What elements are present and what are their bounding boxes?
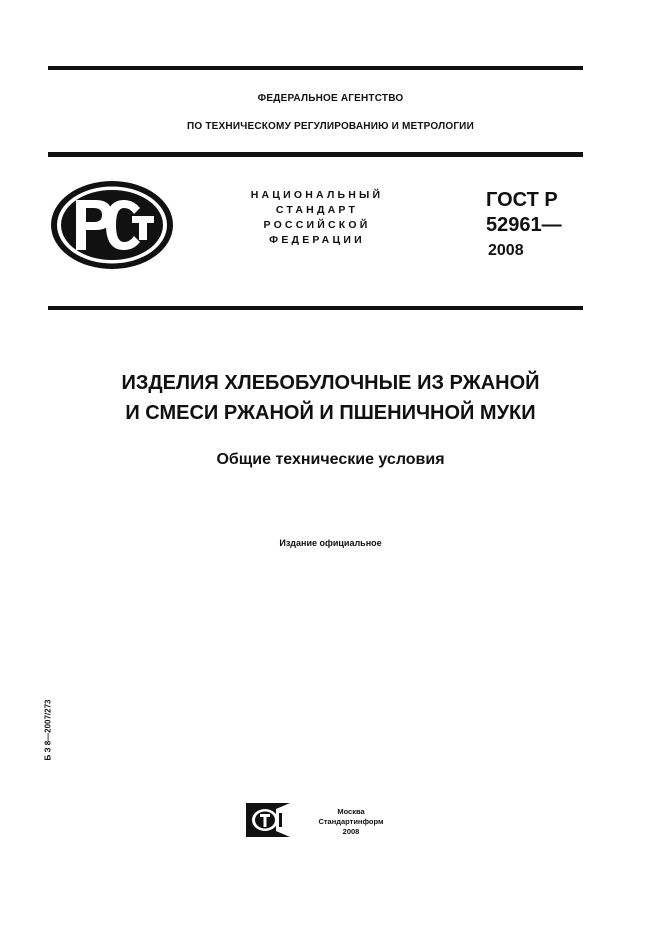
document-title bbox=[0, 368, 661, 428]
publisher-year: 2008 bbox=[342, 827, 360, 836]
gost-emblem-icon bbox=[48, 178, 176, 272]
gost-year: 2008 bbox=[488, 242, 524, 259]
gost-number: 52961— bbox=[486, 214, 562, 236]
edition-note: Издание официальное bbox=[279, 538, 382, 548]
publisher-name: Стандартинформ bbox=[318, 817, 384, 826]
title-line-2: И СМЕСИ РЖАНОЙ И ПШЕНИЧНОЙ МУКИ bbox=[125, 402, 536, 424]
publisher-info bbox=[296, 807, 406, 837]
agency-line-1: ФЕДЕРАЛЬНОЕ АГЕНТСТВО bbox=[257, 93, 404, 104]
publisher-city: Москва bbox=[337, 807, 365, 816]
gost-label: ГОСТ Р bbox=[486, 189, 558, 211]
gost-designation bbox=[486, 188, 562, 238]
standard-kind-line: РОССИЙСКОЙ bbox=[263, 219, 371, 231]
side-code: Б З 8—2007/273 bbox=[43, 699, 53, 761]
header-rule bbox=[48, 152, 583, 157]
title-line-1: ИЗДЕЛИЯ ХЛЕБОБУЛОЧНЫЕ ИЗ РЖАНОЙ bbox=[121, 372, 540, 394]
standard-kind-line: НАЦИОНАЛЬНЫЙ bbox=[250, 189, 384, 201]
top-rule bbox=[48, 66, 583, 70]
header-bottom-rule bbox=[48, 306, 583, 310]
standard-kind-line: СТАНДАРТ bbox=[275, 204, 359, 216]
standard-kind bbox=[222, 188, 412, 248]
document-subtitle: Общие технические условия bbox=[216, 451, 445, 468]
standard-kind-line: ФЕДЕРАЦИИ bbox=[269, 234, 365, 246]
standartinform-logo-icon bbox=[246, 803, 290, 837]
agency-line-2: ПО ТЕХНИЧЕСКОМУ РЕГУЛИРОВАНИЮ И МЕТРОЛОГИИ bbox=[187, 121, 474, 132]
